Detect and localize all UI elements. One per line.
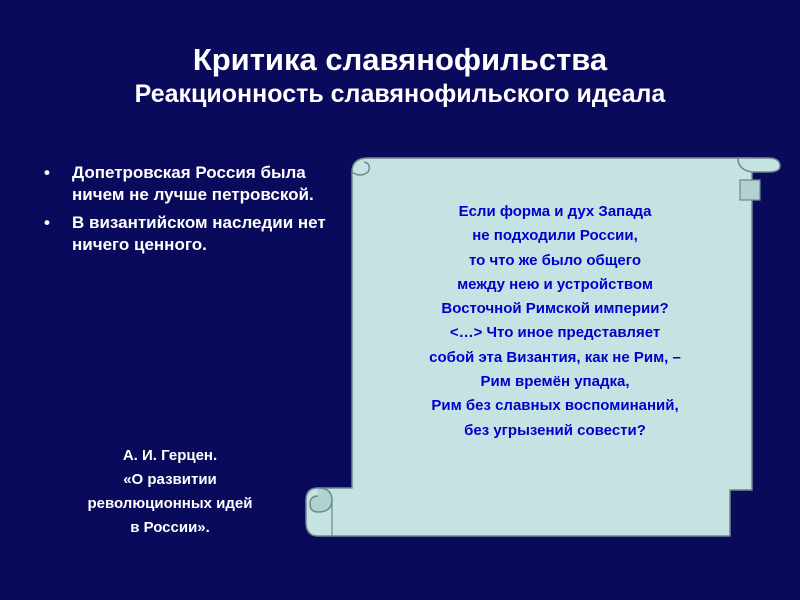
quote-line: то что же было общего — [469, 251, 641, 269]
quote-text — [370, 200, 740, 443]
quote-line: Рим без славных воспоминаний, — [431, 397, 679, 415]
author-line: «О развитии — [123, 471, 217, 488]
quote-line: между нею и устройством — [457, 275, 653, 293]
quote-line: Восточной Римской империи? — [441, 300, 669, 318]
quote-line: не подходили России, — [472, 227, 638, 245]
quote-line: собой эта Византия, как не Рим, – — [429, 348, 681, 366]
title-line-1: Критика славянофильства — [192, 42, 608, 77]
title-line-2: Реакционность славянофильского идеала — [134, 80, 666, 108]
quote-line: без угрызений совести? — [464, 421, 646, 439]
author-line: революционных идей — [87, 495, 253, 512]
bullet-text: Допетровская Россия была ничем не лучше петровской. — [72, 163, 314, 204]
author-line: А. И. Герцен. — [122, 447, 218, 464]
quote-line: Если форма и дух Запада — [458, 203, 652, 220]
quote-line: <…> Что иное представляет — [449, 324, 661, 342]
bullet-text: В византийском наследии нет ничего ценного. — [72, 213, 326, 254]
bullet-dot-icon: • — [44, 213, 50, 232]
author-line: в России». — [130, 519, 210, 536]
bullet-dot-icon: • — [44, 163, 50, 182]
quote-line: Рим времён упадка, — [480, 373, 630, 391]
